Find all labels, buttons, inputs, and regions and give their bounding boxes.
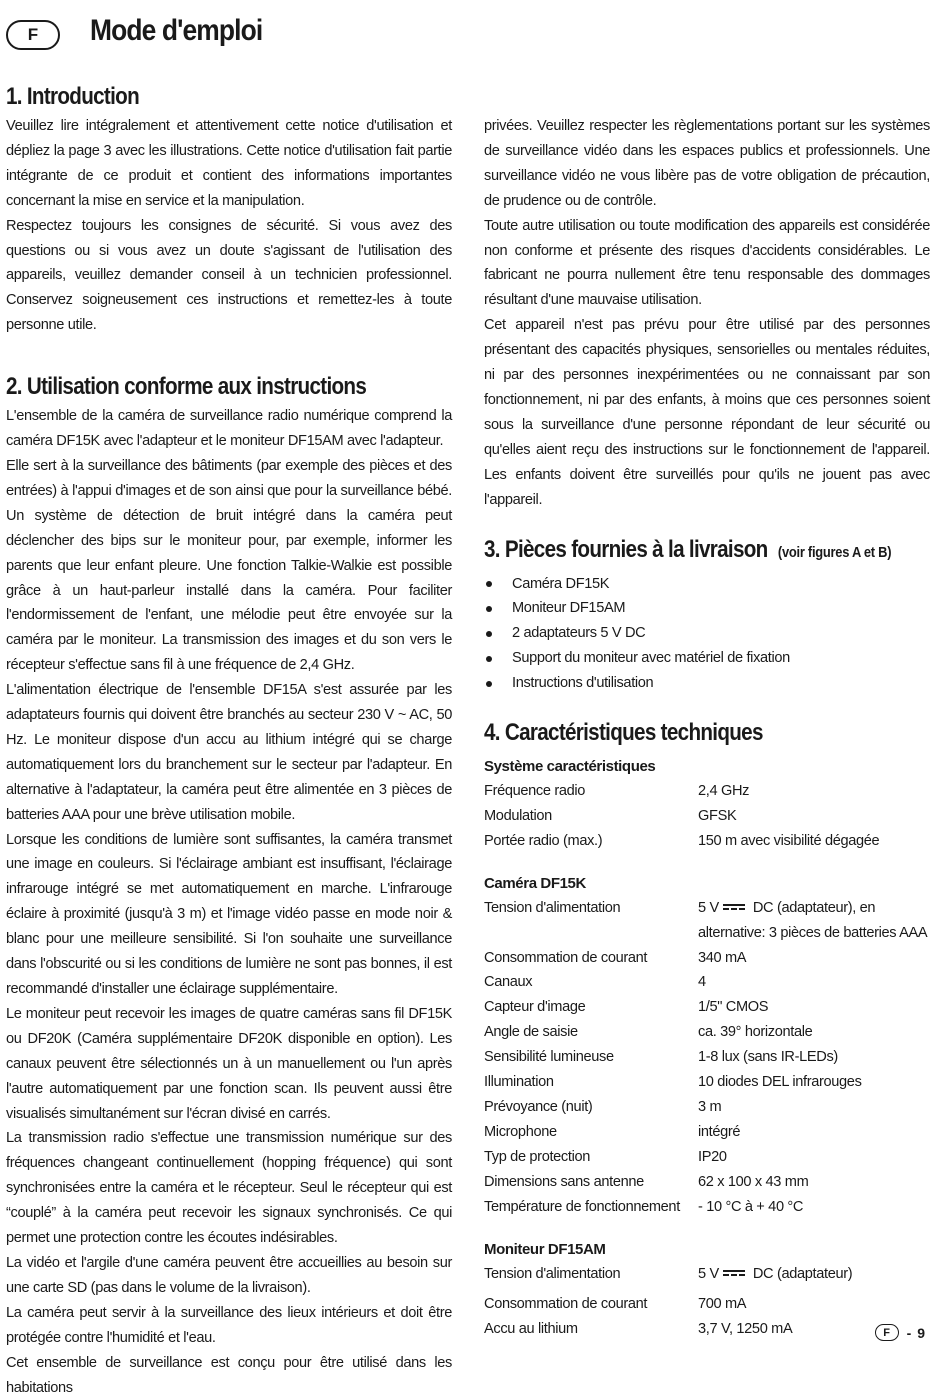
spec-label: Modulation: [484, 807, 552, 824]
spec-label: Typ de protection: [484, 1148, 591, 1165]
list-item: [484, 572, 930, 597]
page-number: - 9: [906, 1324, 926, 1341]
list-item: [484, 646, 930, 671]
page-footer: [875, 1324, 926, 1341]
spec-row: [484, 946, 930, 971]
voltage-detail: DC (adaptateur): [752, 1265, 853, 1282]
voltage-value: 5 V: [698, 1265, 719, 1282]
spec-group-title: Caméra DF15K: [484, 874, 586, 892]
spec-value: 1-8 lux (sans IR-LEDs): [698, 1049, 838, 1066]
spec-value: 2,4 GHz: [698, 783, 750, 800]
paragraph: Lorsque les conditions de lumière sont suffisantes, la caméra transmet une image en couleurs. Si l'éclairage ambiant est insuffisant, l'éclairage infrarouge intégré se met automatiquement en marche. L'infrarouge éclaire à proximité (jusqu'à 3 m) et l'image vidéo passe en mode noir & blanc pour une meilleure sensibilité. Si l'on souhaite une surveillance dans l'obscurité ou si les conditions de lumière ne sont pas bonnes, il est recommandé d'installer une éclairage supplémentaire.: [6, 831, 452, 997]
list-item-label: Caméra DF15K: [512, 575, 610, 592]
paragraph: Le moniteur peut recevoir les images de quatre caméras sans fil DF15K ou DF20K (Caméra supplémentaire DF20K disponible en option). Les canaux peuvent être sélectionnés un à un manuellement ou l'un après l'autre automatiquement par une fonction scan. Ils peuvent aussi être visualisés simultanément sur l'écran divisé en carrés.: [6, 1005, 452, 1122]
spec-label: Illumination: [484, 1074, 554, 1091]
language-badge: F: [875, 1324, 899, 1341]
paragraph: Toute autre utilisation ou toute modification des appareils est considérée non conforme et présente des risques d'accidents considérables. Le fabricant ne pourra nullement être tenu responsable des dommages résultant d'une mauvaise utilisation.: [484, 217, 930, 309]
spec-label: Sensibilité lumineuse: [484, 1049, 614, 1066]
voltage-alternative: alternative: 3 pièces de batteries AAA: [698, 924, 928, 941]
spec-value: ca. 39° horizontale: [698, 1024, 813, 1041]
spec-row: [484, 1095, 930, 1120]
list-item: [484, 671, 930, 696]
list-item-label: 2 adaptateurs 5 V DC: [512, 625, 646, 642]
section-heading-text: 3. Pièces fournies à la livraison: [484, 535, 768, 563]
bullet-icon: [486, 606, 492, 612]
spec-row: [484, 804, 930, 829]
paragraph: L'alimentation électrique de l'ensemble DF15A s'est assurée par les adaptateurs fournis qui doivent être branchés au secteur 230 V ~ AC, 50 Hz. Le moniteur dispose d'un accu au lithium intégré qui se charge automatiquement lors du branchement sur le secteur par l'adapteur. En alternative à l'adaptateur, la caméra peut être alimentée en 3 pièces de batteries AAA pour une brève utilisation mobile.: [6, 682, 452, 823]
paragraph: Elle sert à la surveillance des bâtiments (par exemple des pièces et des entrées) à l'appui d'images et de son ainsi que pour la surveillance bébé. Un système de détection de bruit intégré dans la caméra peut déclencher des bips sur le moniteur pour, par exemple, informer les parents que leur enfant pleure. Une fonction Talkie-Walkie est possible grâce à un haut-parleur installé dans la caméra. Pour faciliter l'endormissement de l'enfant, une mélodie peut être envoyée sur la caméra par le moniteur. La transmission des images et du son vers le récepteur s'effectue sans fil à une fréquence de 2,4 GHz.: [6, 457, 452, 674]
spec-group-title: Système caractéristiques: [484, 758, 656, 776]
spec-label: Angle de saisie: [484, 1024, 578, 1041]
spec-label: Microphone: [484, 1123, 557, 1140]
paragraph: L'ensemble de la caméra de surveillance radio numérique comprend la caméra DF15K avec l'adapteur et le moniteur DF15AM avec l'adapteur.: [6, 408, 452, 450]
spec-row: [484, 1292, 930, 1317]
section-2-continuation: [484, 114, 930, 513]
delivery-list: [484, 572, 930, 697]
list-item-label: Support du moniteur avec matériel de fixation: [512, 650, 790, 667]
spec-row: [484, 1045, 930, 1070]
paragraph: Cet ensemble de surveillance est conçu pour être utilisé dans les habitations: [6, 1354, 452, 1396]
spec-row: [484, 1262, 930, 1287]
section-heading-utilisation: 2. Utilisation conforme aux instructions: [6, 373, 367, 401]
voltage-detail: DC (adaptateur), en: [752, 899, 876, 916]
list-item: [484, 621, 930, 646]
page-header: [6, 14, 606, 56]
language-badge: F: [6, 20, 60, 50]
spec-value: [698, 1262, 930, 1287]
spec-value: 3 m: [698, 1099, 722, 1115]
spec-label: Portée radio (max.): [484, 832, 603, 849]
paragraph: Veuillez lire intégralement et attentivement cette notice d'utilisation et dépliez la page 3 avec les illustrations. Cette notice d'utilisation fait partie intégrante de ce produit et contient des informations importantes concernant la mise en service et la manipulation.: [6, 118, 452, 209]
list-item-label: Moniteur DF15AM: [512, 600, 626, 617]
spec-label: Prévoyance (nuit): [484, 1099, 593, 1115]
spec-value: 3,7 V, 1250 mA: [698, 1321, 793, 1338]
spec-label: Capteur d'image: [484, 999, 586, 1016]
spec-value: GFSK: [698, 807, 737, 824]
paragraph: La transmission radio s'effectue une transmission numérique sur des fréquences changeant continuellement (hopping fréquence) qui sont synchronisées entre la caméra et le récepteur. Seul le récepteur qui est “couplé” à la caméra peut recevoir les signaux synchronisés. Ce qui permet une protection contre les écoutes indésirables.: [6, 1130, 452, 1247]
spec-label: Tension d'alimentation: [484, 899, 621, 916]
paragraph: La vidéo et l'argile d'une caméra peuvent être accueillies au besoin sur une carte SD (pas dans le volume de la livraison).: [6, 1254, 452, 1296]
figure-reference: (voir figures A et B): [777, 543, 892, 561]
spec-row: [484, 1195, 930, 1220]
spec-row: [484, 1317, 930, 1342]
spec-value: 700 mA: [698, 1296, 747, 1313]
spec-label: Canaux: [484, 974, 533, 991]
spec-label: Accu au lithium: [484, 1321, 578, 1338]
spec-label: Tension d'alimentation: [484, 1265, 621, 1282]
bullet-icon: [486, 631, 492, 637]
page-title: Mode d'emploi: [90, 14, 263, 47]
spec-label: Température de fonctionnement: [484, 1198, 680, 1215]
bullet-icon: [486, 581, 492, 587]
spec-label: Dimensions sans antenne: [484, 1173, 644, 1190]
spec-row: [484, 829, 930, 854]
spec-value: [698, 896, 930, 946]
section-heading-caracteristiques: 4. Caractéristiques techniques: [484, 719, 763, 747]
spec-row: [484, 1070, 930, 1095]
bullet-icon: [486, 656, 492, 662]
section-heading-pieces-fournies: [484, 535, 892, 568]
spec-row: [484, 1145, 930, 1170]
spec-value: 62 x 100 x 43 mm: [698, 1173, 809, 1190]
list-item-label: Instructions d'utilisation: [512, 675, 654, 692]
dc-symbol-icon: [723, 904, 745, 912]
spec-value: 150 m avec visibilité dégagée: [698, 832, 880, 849]
spec-row: [484, 1170, 930, 1195]
spec-value: - 10 °C à + 40 °C: [698, 1198, 804, 1215]
spec-row: [484, 896, 930, 946]
spec-row: [484, 970, 930, 995]
spec-group-title: Moniteur DF15AM: [484, 1240, 606, 1258]
bullet-icon: [486, 681, 492, 687]
spec-value: 1/5" CMOS: [698, 999, 769, 1016]
spec-label: Fréquence radio: [484, 783, 586, 800]
paragraph: privées. Veuillez respecter les règlementations portant sur les systèmes de surveillance vidéo dans les espaces publics et professionnels. Une surveillance vidéo ne vous libère pas de votre obligation de précaution, de prudence ou de contrôle.: [484, 118, 930, 209]
paragraph: Cet appareil n'est pas prévu pour être utilisé par des personnes présentant des capacités physiques, sensorielles ou mentales réduites, ni par des personnes inexpérimentées ou ne connaissant par son fonctionnement, ni par des enfants, à moins que ces personnes soient sous la surveillance d'une personne répondant de leur sécurité ou qu'elles aient reçu des instructions sur le fonctionnement de l'appareil. Les enfants doivent être surveillés pour qu'ils ne jouent pas avec l'appareil.: [484, 317, 930, 508]
spec-value: 340 mA: [698, 949, 747, 966]
list-item: [484, 596, 930, 621]
spec-value: intégré: [698, 1123, 741, 1140]
voltage-value: 5 V: [698, 899, 719, 916]
spec-row: [484, 995, 930, 1020]
section-heading-introduction: 1. Introduction: [6, 83, 140, 110]
paragraph: La caméra peut servir à la surveillance des lieux intérieurs et doit être protégée contre l'humidité et l'eau.: [6, 1304, 452, 1346]
left-column: [6, 82, 452, 1400]
dc-symbol-icon: [723, 1270, 745, 1278]
spec-label: Consommation de courant: [484, 949, 648, 966]
spec-row: [484, 1020, 930, 1045]
paragraph: Respectez toujours les consignes de sécurité. Si vous avez des questions ou si vous avez un doute s'agissant de l'utilisation des appareils, veuillez demander conseil à un technicien professionnel. Conservez soigneusement ces instructions et remettez-les à toute personne utile.: [6, 217, 452, 334]
spec-value: 4: [698, 974, 706, 991]
spec-value: IP20: [698, 1148, 727, 1165]
spec-label: Consommation de courant: [484, 1296, 648, 1313]
spec-value: 10 diodes DEL infrarouges: [698, 1074, 862, 1091]
right-column: [484, 82, 930, 1342]
spec-row: [484, 779, 930, 804]
spec-row: [484, 1120, 930, 1145]
